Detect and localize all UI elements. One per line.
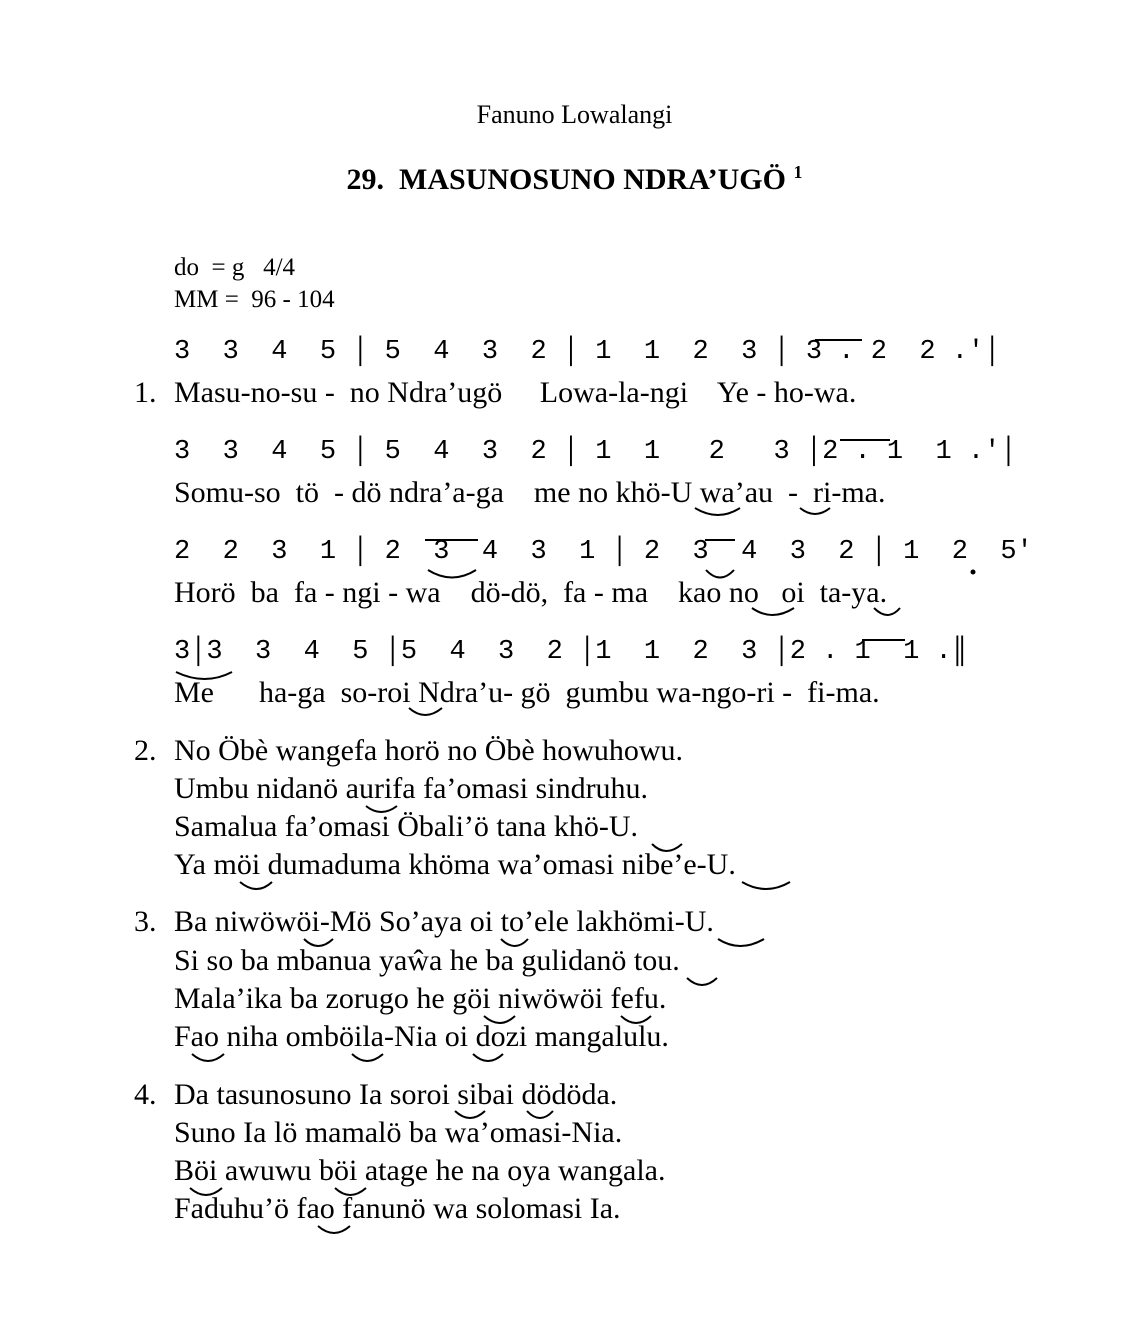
slur-arc <box>527 1111 553 1118</box>
slur-arc <box>621 1016 651 1023</box>
verse-line: Umbu nidanö aurifa fa’omasi sindruhu. <box>174 772 649 805</box>
slur-arc <box>742 882 790 889</box>
slur-arc <box>455 1111 485 1118</box>
song-number: 29. <box>346 163 385 196</box>
verse-line: Da tasunosuno Ia soroi sibai dödöda. <box>174 1078 618 1111</box>
lyric-line: Horö ba fa - ngi - wa dö-dö, fa - ma kao no oi ta-ya. <box>174 576 888 609</box>
verse-number: 1. <box>134 376 157 409</box>
slur-arc <box>409 708 442 715</box>
key-signature: do = g 4/4 <box>174 254 296 281</box>
slur-arc <box>318 1226 350 1233</box>
tempo-marking: MM = 96 - 104 <box>174 286 335 313</box>
slur-arc <box>335 1188 366 1195</box>
verse-line: Samalua fa’omasi Öbali’ö tana khö-U. <box>174 810 639 843</box>
verse-number: 2. <box>134 734 157 767</box>
verse-number: 3. <box>134 905 157 938</box>
notation-line: 3 3 4 5 │ 5 4 3 2 │ 1 1 2 3 │2 . 1 1 .'│ <box>174 437 1017 467</box>
slur-arc <box>874 608 900 615</box>
slur-arc <box>352 1054 383 1061</box>
slur-arc <box>718 939 764 946</box>
lyric-line: Me ha-ga so-roi Ndra’u- gö gumbu wa-ngo-ri - fi-ma. <box>174 676 880 709</box>
slur-arc <box>706 570 734 578</box>
slur-arc <box>192 1054 224 1061</box>
lower-octave-dot <box>971 570 976 575</box>
slur-arc <box>176 672 232 679</box>
footnote-mark: 1 <box>793 162 803 182</box>
slur-arc <box>800 508 830 514</box>
verse-line: Si so ba mbanua yaŵa he ba gulidanö tou. <box>174 944 680 977</box>
lyric-line: Somu-so tö - dö ndra’a-ga me no khö-U wa’au - ri-ma. <box>174 476 886 509</box>
slur-arc <box>304 939 333 946</box>
verse-line: Faduhu’ö fao fanunö wa solomasi Ia. <box>174 1192 621 1225</box>
verse-number: 4. <box>134 1078 157 1111</box>
slur-arc <box>484 1016 515 1023</box>
verse-line: Ba niwöwöi-Mö So’aya oi to’ele lakhömi-U. <box>174 905 714 938</box>
verse-line: Ya möi dumaduma khöma wa’omasi nibe’e-U. <box>174 848 736 881</box>
slur-arc <box>240 882 272 889</box>
notation-line: 3│3 3 4 5 │5 4 3 2 │1 1 2 3 │2 . 1 1 .║ <box>174 637 968 667</box>
slur-arc <box>366 806 397 812</box>
verse-line: Suno Ia lö mamalö ba wa’omasi-Nia. <box>174 1116 623 1149</box>
lyric-line: Masu-no-su - no Ndra’ugö Lowa-la-ngi Ye - ho-wa. <box>174 376 857 409</box>
verse-line: Böi awuwu böi atage he na oya wangala. <box>174 1154 666 1187</box>
verse-line: Fao niha omböila-Nia oi dozi mangalulu. <box>174 1020 669 1053</box>
verse-line: Mala’ika ba zorugo he göi niwöwöi fefu. <box>174 982 667 1015</box>
slur-arc <box>687 978 717 985</box>
slur-arc <box>501 939 528 946</box>
notation-line: 3 3 4 5 │ 5 4 3 2 │ 1 1 2 3 │ 3 . 2 2 .'│ <box>174 337 1001 367</box>
song-title: MASUNOSUNO NDRA’UGÖ <box>399 163 786 196</box>
running-head: Fanuno Lowalangi <box>476 100 673 129</box>
slur-arc <box>190 1188 222 1195</box>
slur-arc <box>428 570 476 578</box>
slur-arc <box>695 508 740 515</box>
slur-arc <box>752 608 794 615</box>
verse-line: No Öbè wangefa horö no Öbè howuhowu. <box>174 734 684 767</box>
notation-line: 2 2 3 1 │ 2 3 4 3 1 │ 2 3 4 3 2 │ 1 2 5' <box>174 537 1033 567</box>
slur-arc <box>652 844 682 851</box>
slur-arc <box>473 1054 503 1061</box>
